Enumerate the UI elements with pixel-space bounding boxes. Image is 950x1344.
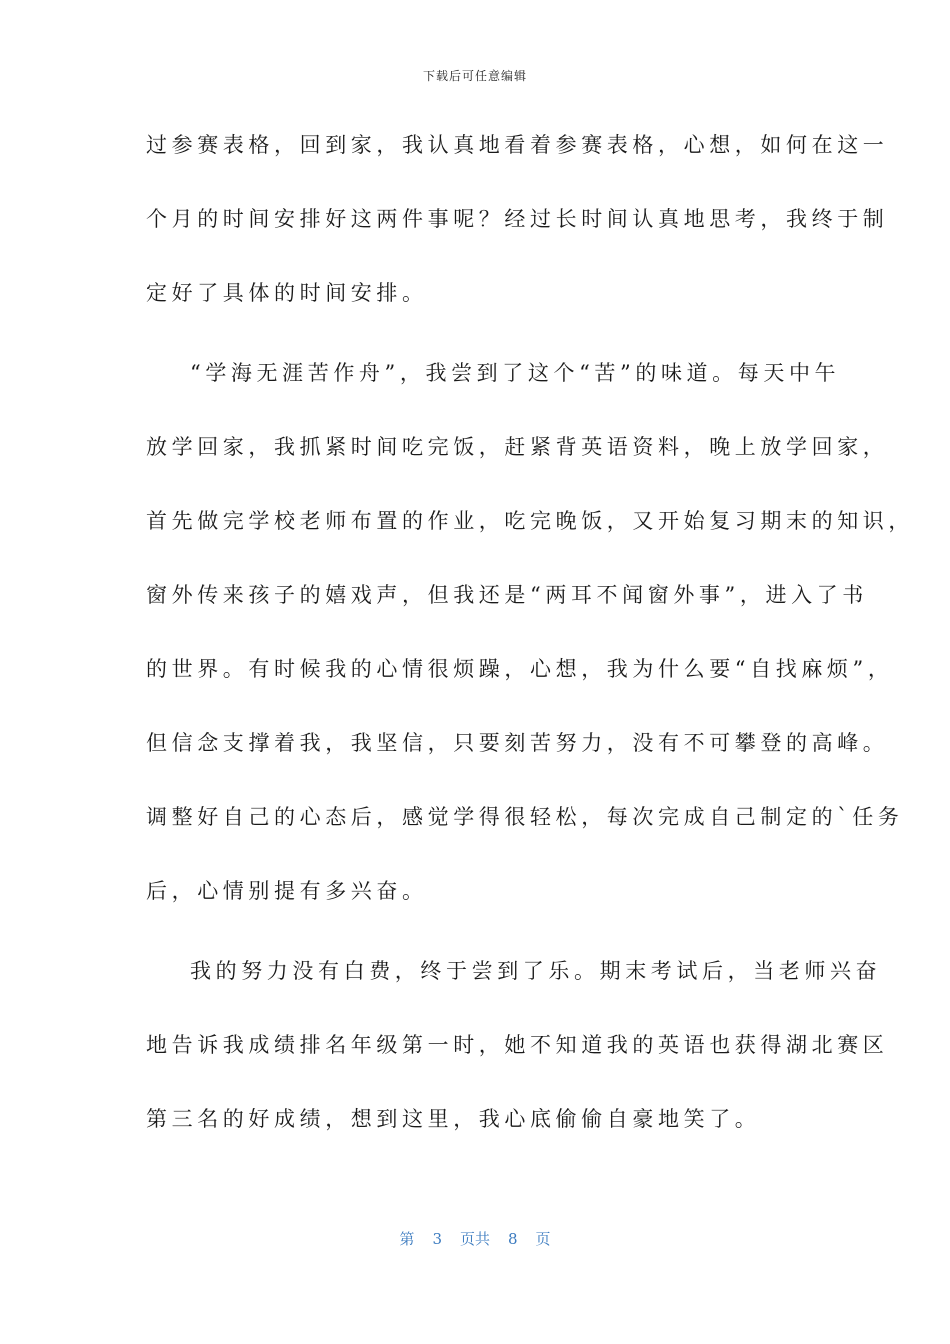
- text-line: 首先做完学校老师布置的作业，吃完晚饭，又开始复习期末的知识，: [146, 509, 914, 533]
- text-line: 放学回家，我抓紧时间吃完饭，赶紧背英语资料，晚上放学回家，: [146, 435, 889, 459]
- page-footer: [0, 1228, 950, 1249]
- page-prefix: 第: [399, 1230, 415, 1248]
- text-line: 第三名的好成绩，想到这里，我心底偷偷自豪地笑了。: [146, 1107, 761, 1131]
- page-suffix: 页: [535, 1230, 551, 1248]
- text-line: 定好了具体的时间安排。: [146, 281, 428, 305]
- page-current: 3: [432, 1230, 442, 1248]
- text-line: 个月的时间安排好这两件事呢？经过长时间认真地思考，我终于制: [146, 207, 889, 231]
- paragraph-first-line: “学海无涯苦作舟”，我尝到了这个“苦”的味道。每天中午: [190, 361, 841, 385]
- page-header-note: 下载后可任意编辑: [422, 69, 527, 83]
- text-line: 的世界。有时候我的心情很烦躁，心想，我为什么要“自找麻烦”，: [146, 657, 894, 681]
- text-line: 窗外传来孩子的嬉戏声，但我还是“两耳不闻窗外事”，进入了书: [146, 583, 868, 607]
- paragraph-first-line: 我的努力没有白费，终于尝到了乐。期末考试后，当老师兴奋: [190, 959, 882, 983]
- text-line: 但信念支撑着我，我坚信，只要刻苦努力，没有不可攀登的高峰。: [146, 731, 889, 755]
- page-total: 8: [508, 1230, 518, 1248]
- text-line: 过参赛表格，回到家，我认真地看着参赛表格，心想，如何在这一: [146, 133, 889, 157]
- text-line: 后，心情别提有多兴奋。: [146, 879, 428, 903]
- page-mid: 页共: [459, 1230, 490, 1248]
- text-line: 地告诉我成绩排名年级第一时，她不知道我的英语也获得湖北赛区: [146, 1033, 889, 1057]
- text-line: 调整好自己的心态后，感觉学得很轻松，每次完成自己制定的`任务: [146, 805, 904, 829]
- document-body: [146, 118, 914, 1166]
